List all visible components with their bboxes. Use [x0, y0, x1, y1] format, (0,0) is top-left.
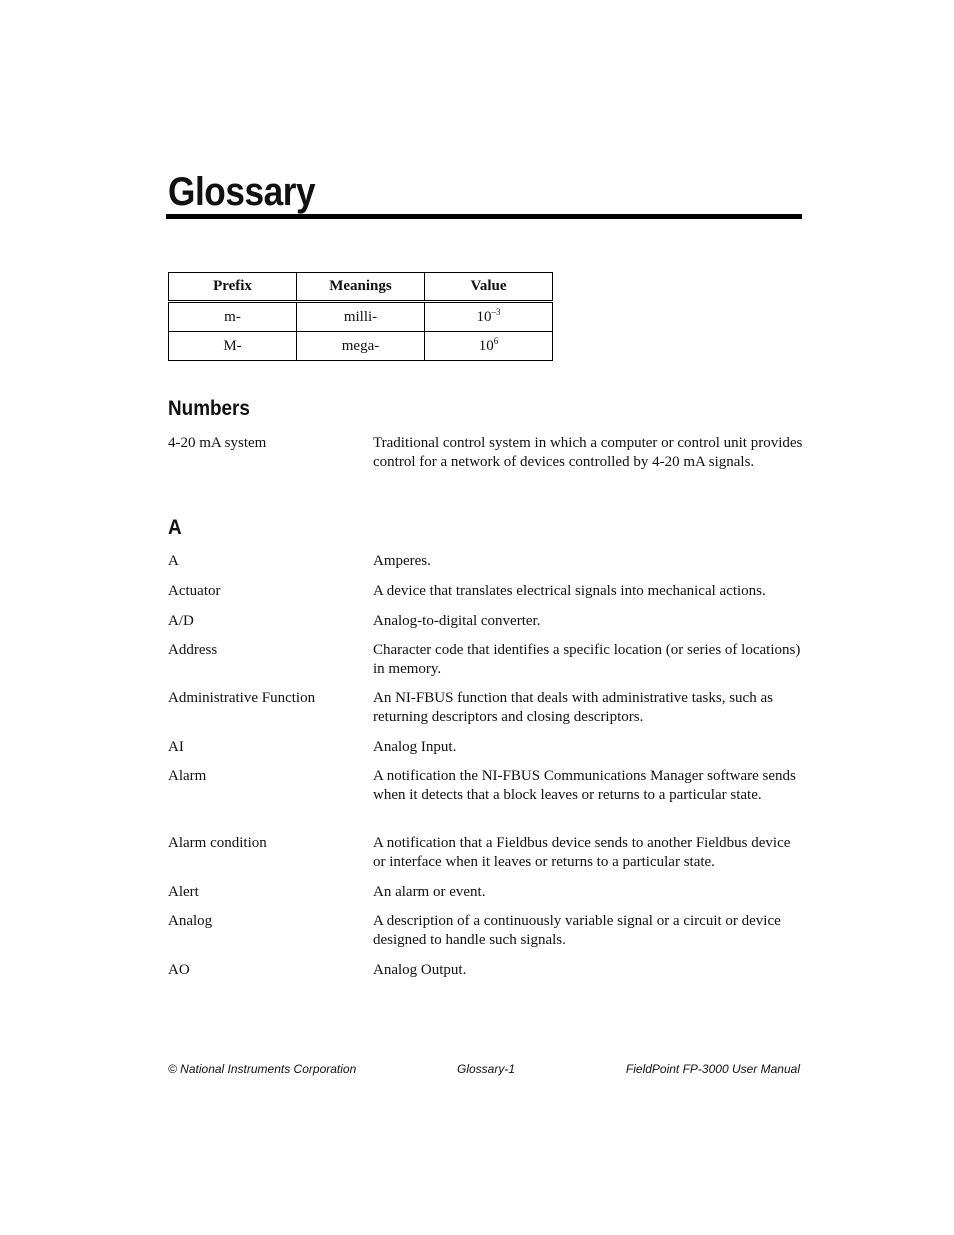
glossary-term: Administrative Function — [168, 690, 316, 706]
glossary-definition: An alarm or event. — [373, 884, 486, 900]
table-row — [169, 302, 553, 332]
footer-manual-title: FieldPoint FP-3000 User Manual — [625, 1062, 800, 1076]
glossary-term: Alarm condition — [168, 835, 267, 851]
cell-value — [425, 302, 553, 332]
cell-meaning: milli- — [297, 302, 425, 332]
glossary-term: A — [168, 553, 179, 569]
glossary-definition: A notification the NI-FBUS Communications Manager software sends when it detects that a block leaves or returns to a particular state. — [373, 768, 796, 803]
glossary-definition: A description of a continuously variable signal or a circuit or device designed to handle such signals. — [373, 913, 781, 948]
value-base: 10 — [478, 337, 494, 354]
section-heading-a: A — [168, 516, 182, 539]
glossary-term: Address — [168, 642, 218, 658]
glossary-term: A/D — [168, 613, 194, 629]
glossary-term: 4-20 mA system — [168, 435, 267, 451]
glossary-definition: Analog Input. — [373, 739, 457, 755]
footer-page-number: Glossary-1 — [457, 1062, 516, 1076]
glossary-term: Alarm — [168, 768, 207, 784]
footer-copyright: © National Instruments Corporation — [168, 1062, 357, 1076]
cell-meaning: mega- — [297, 332, 425, 361]
header-value: Value — [425, 273, 553, 302]
header-meanings: Meanings — [297, 273, 425, 302]
table-row — [169, 332, 553, 361]
page-title: Glossary — [168, 170, 316, 214]
glossary-definition: Amperes. — [373, 553, 431, 569]
glossary-term: Analog — [168, 913, 213, 929]
value-exponent: –3 — [491, 306, 501, 317]
value-exponent: 6 — [493, 335, 499, 346]
section-heading-numbers: Numbers — [168, 397, 250, 420]
glossary-definition: An NI-FBUS function that deals with administrative tasks, such as returning descriptors and closing descriptors. — [373, 690, 773, 725]
value-base: 10 — [476, 308, 492, 325]
title-rule — [166, 214, 802, 219]
header-prefix: Prefix — [169, 273, 297, 302]
glossary-definition: Traditional control system in which a computer or control unit provides control for a network of devices controlled by 4-20 mA signals. — [373, 435, 803, 470]
glossary-definition: Character code that identifies a specific location (or series of locations) in memory. — [373, 642, 801, 677]
glossary-term: Actuator — [168, 583, 221, 599]
glossary-term: AO — [168, 962, 190, 978]
cell-prefix: M- — [169, 332, 297, 361]
prefix-table — [168, 272, 553, 361]
glossary-term: Alert — [168, 884, 199, 900]
table-header-row — [169, 273, 553, 302]
cell-value — [425, 332, 553, 361]
cell-prefix: m- — [169, 302, 297, 332]
glossary-definition: Analog Output. — [373, 962, 467, 978]
glossary-definition: Analog-to-digital converter. — [373, 613, 541, 629]
glossary-term: AI — [168, 739, 184, 755]
glossary-definition: A device that translates electrical signals into mechanical actions. — [373, 583, 766, 599]
glossary-definition: A notification that a Fieldbus device sends to another Fieldbus device or interface when it leaves or returns to a particular state. — [373, 835, 791, 870]
